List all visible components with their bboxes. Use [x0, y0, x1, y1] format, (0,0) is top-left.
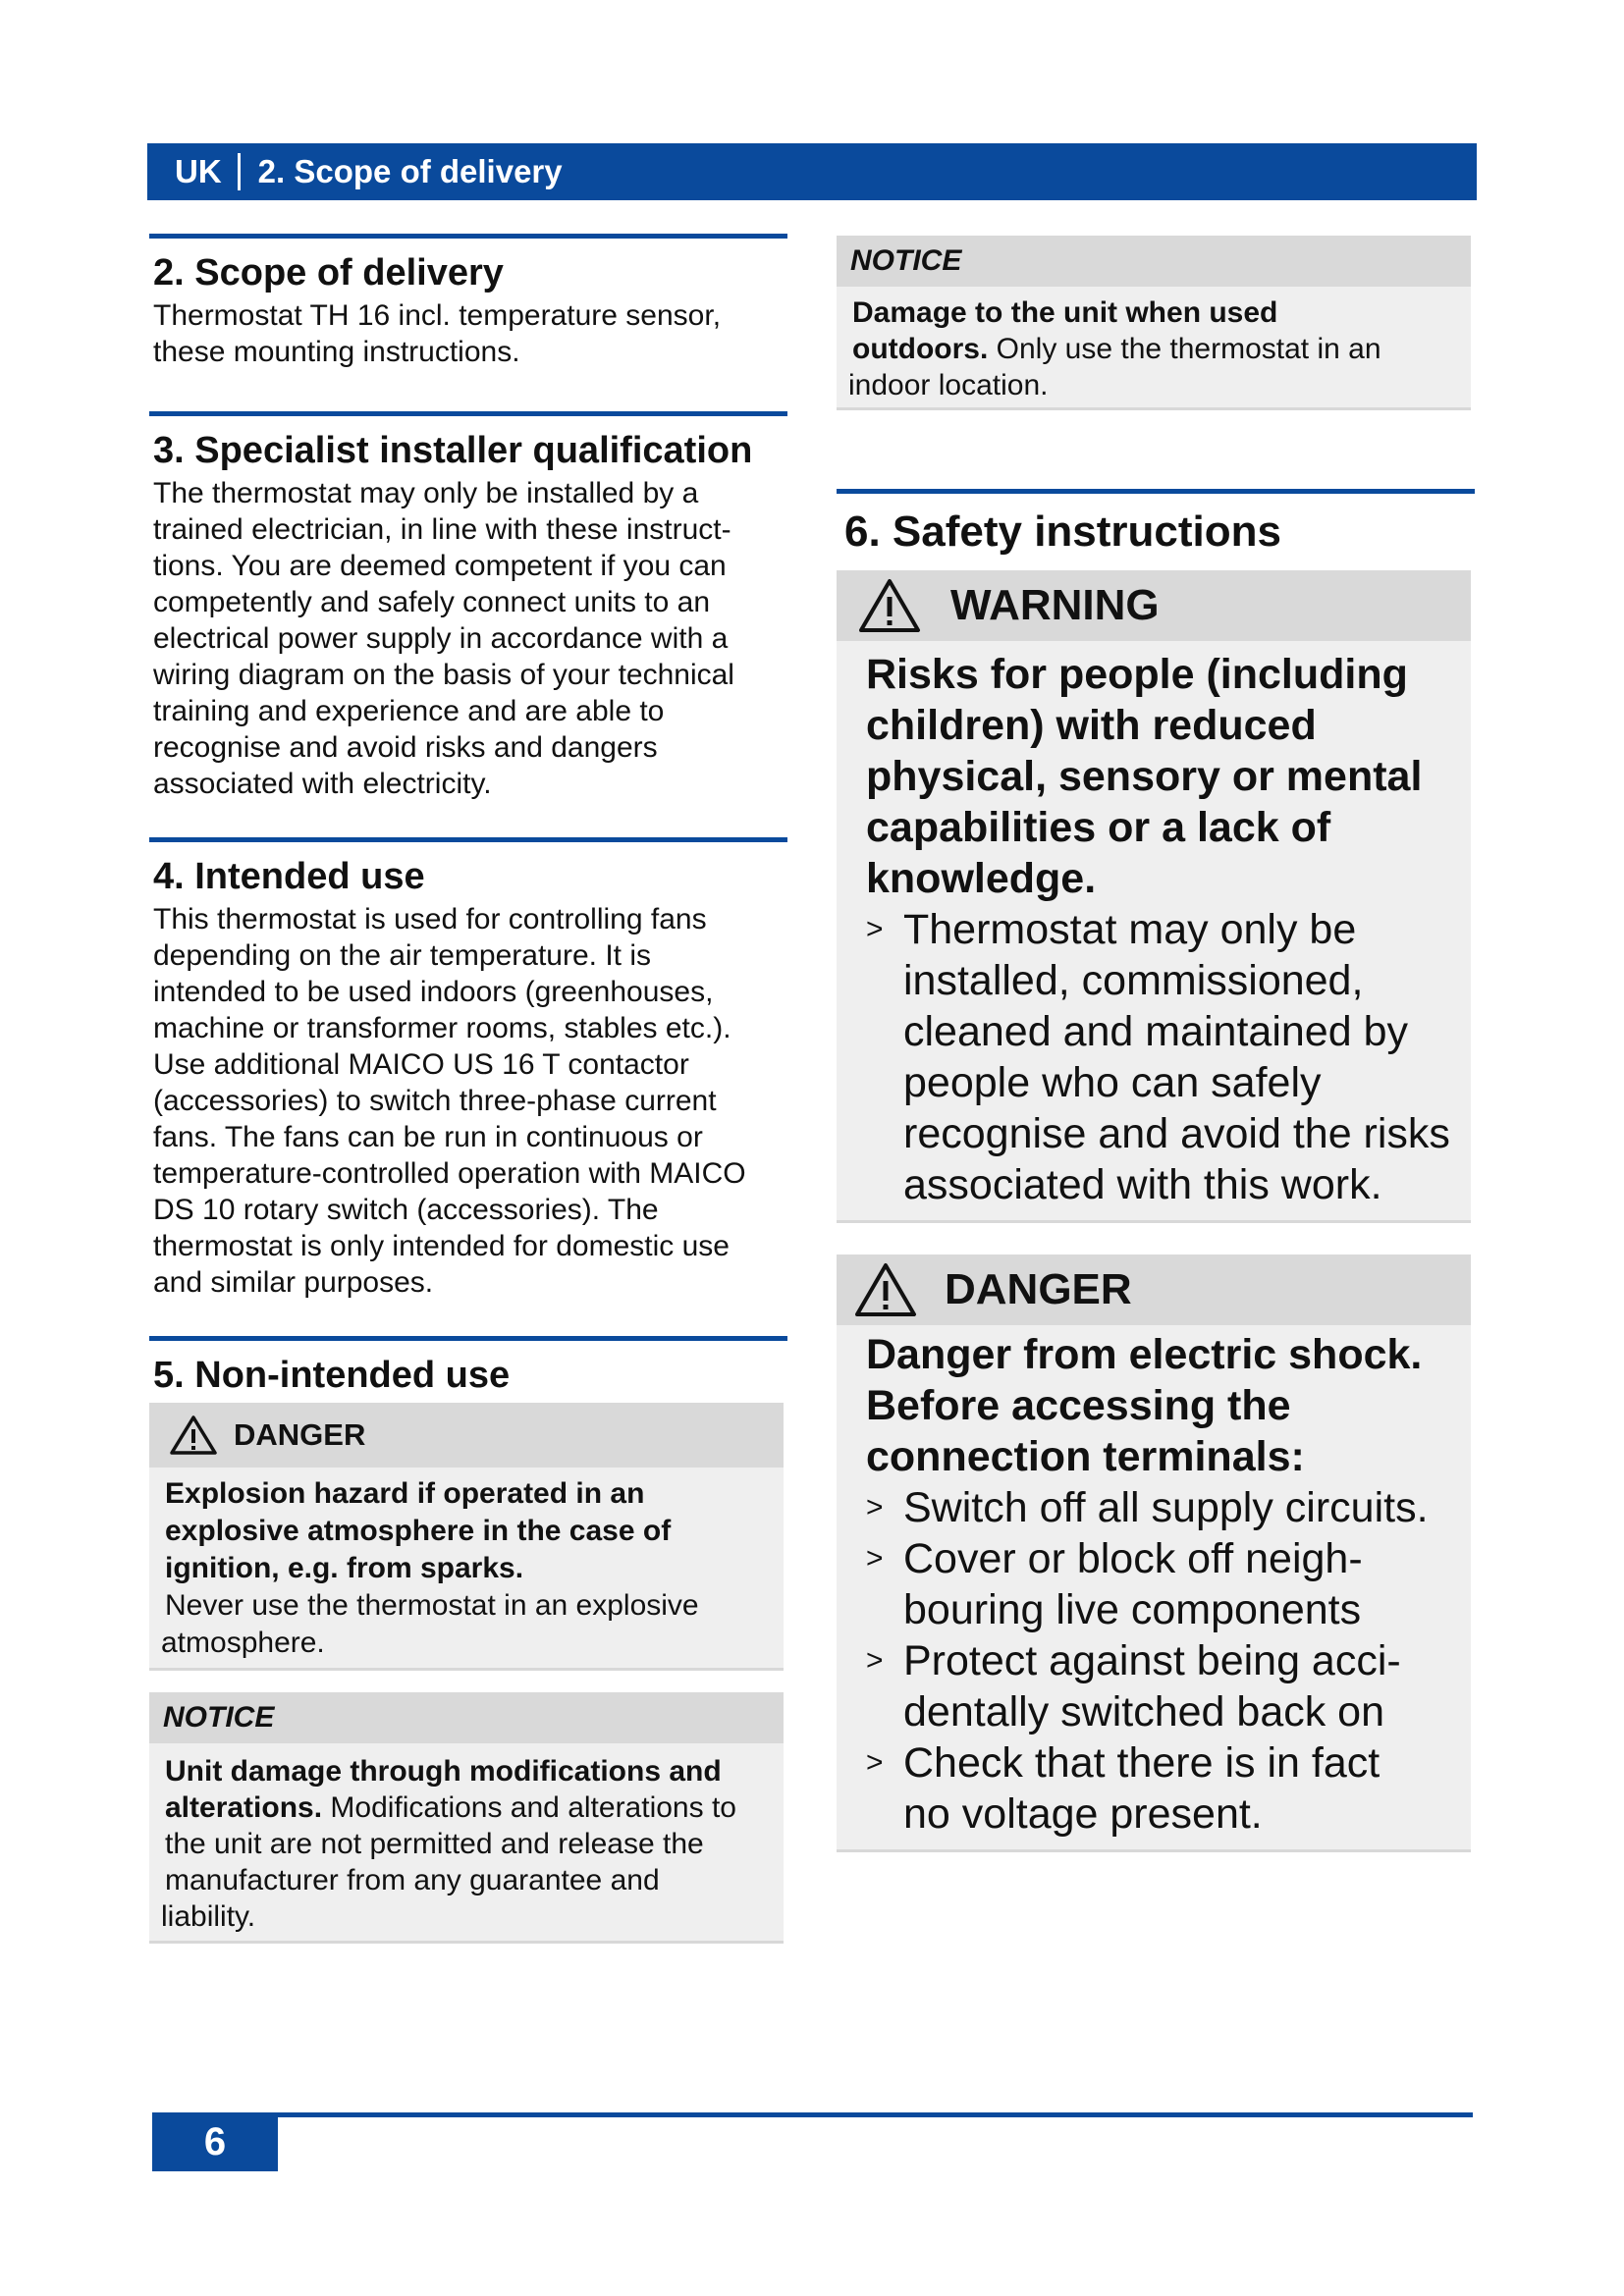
notice-box-outdoors [837, 236, 1471, 410]
danger-box [149, 1403, 784, 1671]
warning-triangle-icon [854, 1262, 917, 1317]
section-rule [837, 489, 1475, 494]
page-number: 6 [152, 2112, 278, 2171]
warning-box [837, 570, 1471, 1223]
warning-triangle-icon [858, 578, 921, 633]
warning-triangle-icon [169, 1415, 218, 1456]
list-item: > Protect against being acci- dentally switched back on [866, 1637, 1401, 1735]
header-lang: UK [175, 153, 222, 189]
footer-rule [152, 2112, 1473, 2117]
notice-box-text: Damage to the unit when used outdoors. Only use the thermostat in an indoor location. [848, 296, 1381, 401]
danger-bullets [866, 1482, 1461, 1840]
qualification-title: 3. Specialist installer qualification [153, 430, 753, 471]
list-item: > Thermostat may only be installed, commissioned, cleaned and maintained by people who can safely recognise and avoid the risks associated with this work. [866, 906, 1450, 1208]
intended-use-text: This thermostat is used for controlling fans depending on the air temperature. It is intended to be used indoors (greenhouses, machine or transformer rooms, stables etc.). Use additional MAICO US 16 T contactor (accessories) to switch three-phase current fans. The fans can be run in continuous or temperature-controlled operation with MAICO DS 10 rotary switch (accessories). The thermostat is only intended for domestic use and similar purposes. [153, 903, 746, 1299]
header-bar [147, 143, 1477, 200]
left-column [149, 234, 787, 1944]
danger-box-header [149, 1403, 784, 1468]
danger-box-text: Explosion hazard if operated in an explosive atmosphere in the case of ignition, e.g. from sparks. Never use the thermostat in an explosive atmosphere. [161, 1477, 699, 1659]
list-item: > Switch off all supply circuits. [866, 1484, 1429, 1531]
warning-bullets [866, 904, 1461, 1210]
warning-box-text: Risks for people (including children) with reduced physical, sensory or mental capabilities or a lack of knowledge. > Thermostat may only be installed, commissioned, cleaned and maintained by people who can safely recognise and avoid the risks associated with this work. [837, 641, 1471, 1220]
non-intended-use-title: 5. Non-intended use [153, 1355, 511, 1396]
danger-box-header [837, 1255, 1471, 1325]
danger-label: DANGER [234, 1417, 366, 1452]
section-rule [149, 234, 787, 239]
list-item: > Cover or block off neigh- bouring live components [866, 1535, 1363, 1633]
notice-box-header [837, 236, 1471, 287]
warning-label: WARNING [950, 581, 1160, 629]
danger-box-electric [837, 1255, 1471, 1852]
intended-use-title: 4. Intended use [153, 856, 425, 897]
list-item: > Check that there is in fact no voltage present. [866, 1739, 1380, 1838]
notice-box [149, 1692, 784, 1944]
notice-box-header [149, 1692, 784, 1743]
section-rule [149, 1336, 787, 1341]
section-rule [149, 411, 787, 416]
notice-label: NOTICE [163, 1701, 275, 1734]
notice-label: NOTICE [850, 244, 962, 277]
right-column [837, 236, 1475, 1852]
section-rule [149, 837, 787, 842]
warning-box-header [837, 570, 1471, 641]
qualification-text: The thermostat may only be installed by a trained electrician, in line with these instruct- tions. You are deemed competent if you can competently and safely connect units to an electrical power supply in accordance with a wiring diagram on the basis of your technical training and experience and are able to recognise and avoid risks and dangers associated with electricity. [153, 477, 734, 800]
header-separator [238, 153, 241, 190]
scope-text: Thermostat TH 16 incl. temperature sensor, these mounting instructions. [153, 299, 722, 368]
header-section: 2. Scope of delivery [257, 153, 563, 189]
danger-label: DANGER [945, 1265, 1132, 1313]
scope-title: 2. Scope of delivery [153, 252, 504, 294]
notice-box-text: Unit damage through modifications and alterations. Modifications and alterations to the unit are not permitted and release the manufacturer from any guarantee and liability. [161, 1755, 736, 1933]
danger-box-text: Danger from electric shock. Before accessing the connection terminals: > Switch off all supply circuits. > Cover or block off neigh- bouring live components > Protect against being acci- dentally switched back on > Check that there is in fact no voltage present. [837, 1325, 1471, 1849]
safety-title: 6. Safety instructions [844, 507, 1282, 556]
